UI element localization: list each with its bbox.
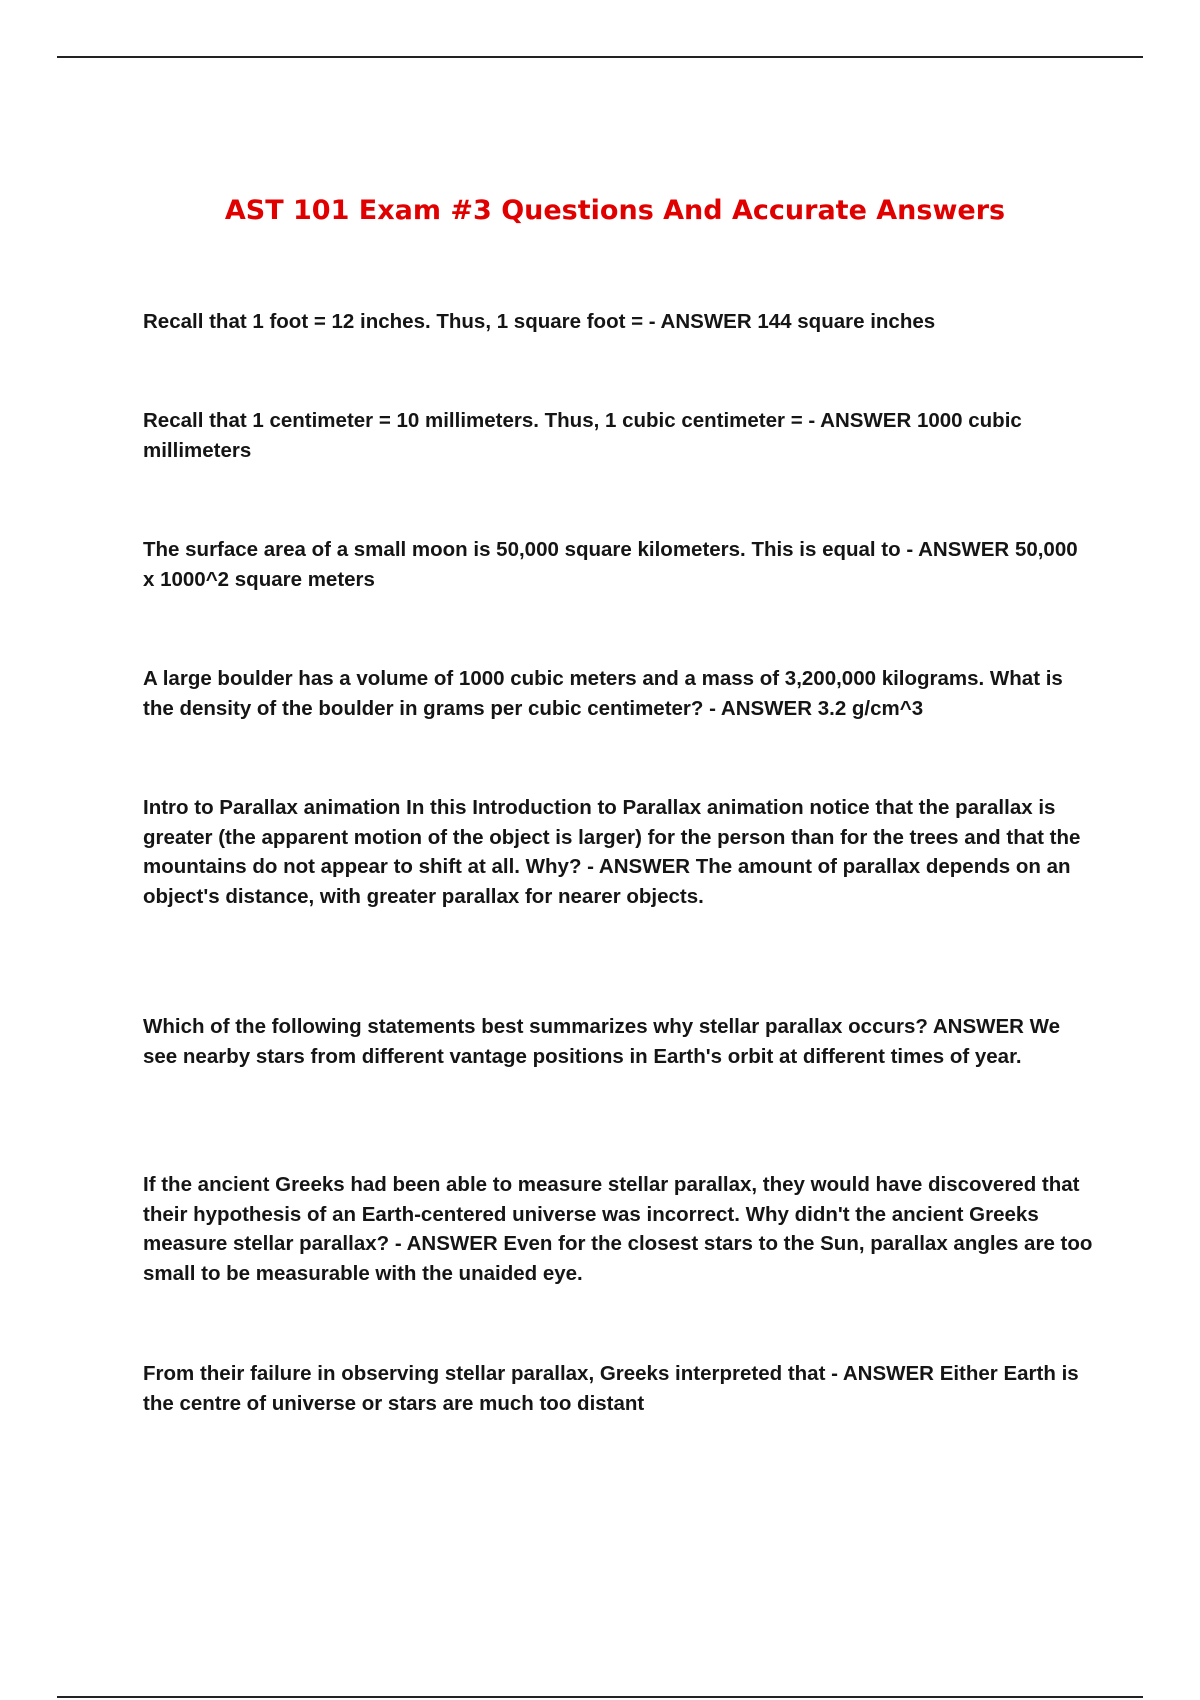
question-text: A large boulder has a volume of 1000 cubic meters and a mass of 3,200,000 kilograms. What is the density of the boulder in grams per cubic centimeter? - ANSWER: [143, 667, 1069, 720]
answer-text: We see nearby stars from different vantage positions in Earth's orbit at different times of year.: [143, 1015, 1066, 1068]
question-text: The surface area of a small moon is 50,000 square kilometers. This is equal to - ANSWER: [143, 538, 1010, 561]
question-text: Which of the following statements best summarizes why stellar parallax occurs? ANSWER: [143, 1015, 1024, 1038]
question-text: Recall that 1 centimeter = 10 millimeters. Thus, 1 cubic centimeter = - ANSWER: [143, 409, 912, 432]
answer-text: 50,000 x 1000^2 square meters: [143, 538, 1084, 591]
answer-text: 3.2 g/cm^3: [817, 696, 924, 720]
qa-item-3: [143, 535, 1093, 594]
answer-text: The amount of parallax depends on an object's distance, with greater parallax for nearer objects.: [143, 855, 1077, 908]
question-text: Recall that 1 foot = 12 inches. Thus, 1 square foot = - ANSWER: [143, 310, 752, 333]
answer-text: 1000 cubic millimeters: [143, 409, 1028, 462]
footer-rule: [57, 1696, 1143, 1698]
header-rule: [57, 56, 1143, 58]
qa-item-1: [143, 307, 1093, 337]
question-text: If the ancient Greeks had been able to measure stellar parallax, they would have discovered that their hypothesis of an Earth-centered universe was incorrect. Why didn't the ancient Greeks measure stellar parallax? - ANSWER: [143, 1173, 1086, 1255]
question-text: Intro to Parallax animation In this Introduction to Parallax animation notice that the parallax is greater (the apparent motion of the object is larger) for the person than for the trees and that the mountains do not appear to shift at all. Why? - ANSWER: [143, 796, 1087, 878]
answer-text: Even for the closest stars to the Sun, parallax angles are too small to be measurable with the unaided eye.: [143, 1232, 1099, 1285]
answer-text: 144 square inches: [757, 310, 936, 333]
answer-text: Either Earth is the centre of universe or stars are much too distant: [143, 1362, 1085, 1415]
qa-item-2: [143, 406, 1093, 465]
qa-item-5: [143, 793, 1093, 911]
qa-item-4: [143, 664, 1093, 723]
qa-item-6: [143, 1012, 1093, 1071]
document-title: AST 101 Exam #3 Questions And Accurate Answers: [224, 195, 1006, 226]
qa-item-7: [143, 1170, 1099, 1288]
qa-item-8: [143, 1359, 1093, 1418]
question-text: From their failure in observing stellar parallax, Greeks interpreted that - ANSWER: [143, 1362, 934, 1385]
